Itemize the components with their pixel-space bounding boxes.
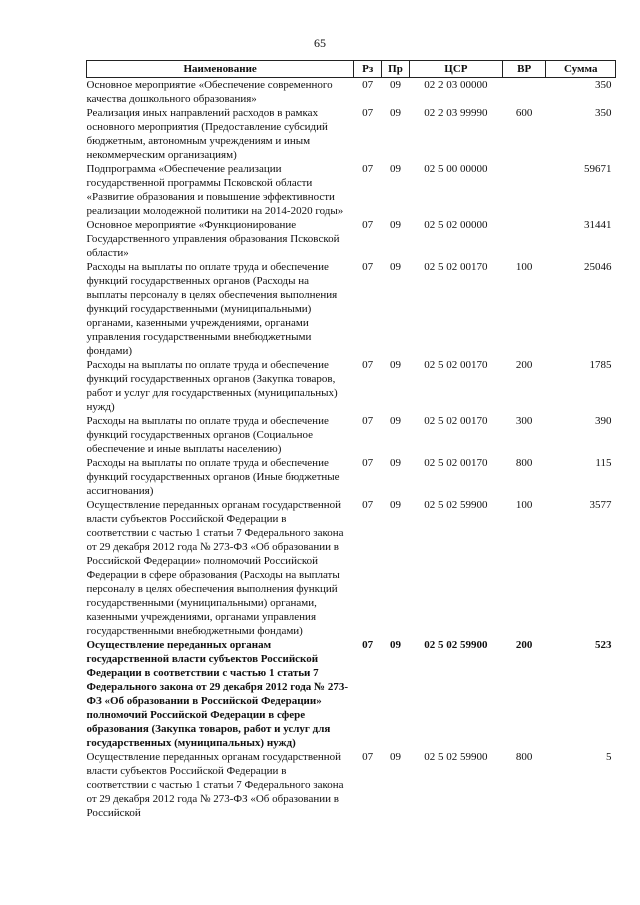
- row-pr: 09: [390, 79, 401, 91]
- row-csr: 02 5 02 00170: [424, 415, 488, 427]
- row-rz: 07: [362, 359, 374, 371]
- row-sum: 25046: [584, 261, 612, 273]
- row-vr: 800: [515, 457, 533, 469]
- row-pr: 09: [390, 751, 401, 763]
- table-row: [87, 106, 616, 162]
- row-rz: 07: [362, 163, 374, 175]
- row-rz: 07: [362, 639, 374, 651]
- row-csr: 02 5 02 00170: [424, 261, 488, 273]
- row-sum: 3577: [589, 499, 612, 511]
- table-row: [87, 260, 616, 358]
- table-row: [87, 78, 616, 107]
- row-rz: 07: [362, 415, 374, 427]
- row-rz: 07: [362, 79, 374, 91]
- table-body: [87, 78, 616, 821]
- row-sum: 1785: [589, 359, 612, 371]
- row-rz: 07: [362, 499, 374, 511]
- row-name: Осуществление переданных органам государственной власти субъектов Российской Федерации в соответствии с частью 1 статьи 7 Федерального закона от 29 декабря 2012 года № 273-ФЗ «Об образовании в Российской: [86, 751, 344, 819]
- row-rz: 07: [362, 457, 374, 469]
- header-vr: ВР: [502, 61, 546, 78]
- row-sum: 350: [595, 107, 612, 119]
- row-pr: 09: [390, 261, 401, 273]
- header-name: Наименование: [87, 61, 354, 78]
- table-row: [87, 218, 616, 260]
- row-name: Реализация иных направлений расходов в рамках основного мероприятия (Предоставление субсидий бюджетным, автономным учреждениям и иным некоммерческим организациям): [86, 107, 328, 161]
- row-csr: 02 2 03 99990: [424, 107, 488, 119]
- row-vr: 300: [515, 415, 533, 427]
- row-name: Расходы на выплаты по оплате труда и обеспечение функций государственных органов (Социальное обеспечение и иные выплаты населению): [86, 415, 329, 455]
- row-name: Расходы на выплаты по оплате труда и обеспечение функций государственных органов (Расходы на выплаты персоналу в целях обеспечения выполнения функций государственными (муниципальными) органами, казенными учреждениями, органами управления государственными внебюджетными фондами): [86, 261, 338, 357]
- row-rz: 07: [362, 219, 374, 231]
- row-name: Осуществление переданных органам государственной власти субъектов Российской Федерации в соответствии с частью 1 статьи 7 Федерального закона от 29 декабря 2012 года № 273-ФЗ «Об образовании в Российской Федерации» полномочий Российской Федерации в сфере образования (Закупка товаров, работ и услуг для государственных (муниципальных) нужд): [86, 639, 348, 749]
- row-name: Основное мероприятие «Обеспечение современного качества дошкольного образования»: [86, 79, 333, 105]
- row-name: Подпрограмма «Обеспечение реализации государственной программы Псковской области «Развитие образования и повышение эффективности реализации молодежной политики на 2014-2020 годы»: [86, 163, 344, 217]
- table-row: [87, 750, 616, 820]
- header-row: [87, 61, 616, 78]
- row-pr: 09: [390, 107, 401, 119]
- header-rz: Рз: [354, 61, 382, 78]
- budget-table: [86, 60, 616, 820]
- row-name: Основное мероприятие «Функционирование Государственного управления образования Псковской области»: [86, 219, 340, 259]
- row-csr: 02 5 02 59900: [424, 499, 488, 511]
- row-csr: 02 5 02 59900: [424, 639, 488, 651]
- row-sum: 350: [595, 79, 612, 91]
- row-rz: 07: [362, 751, 374, 763]
- table-row: [87, 414, 616, 456]
- row-rz: 07: [362, 261, 374, 273]
- table-row: [87, 498, 616, 638]
- row-pr: 09: [390, 163, 401, 175]
- table-row: [87, 162, 616, 218]
- row-sum: 31441: [584, 219, 612, 231]
- row-csr: 02 5 02 00170: [424, 359, 488, 371]
- row-name: Осуществление переданных органам государственной власти субъектов Российской Федерации в соответствии с частью 1 статьи 7 Федерального закона от 29 декабря 2012 года № 273-ФЗ «Об образовании в Российской Федерации» полномочий Российской Федерации в сфере образования (Расходы на выплаты персоналу в целях обеспечения выполнения функций государственными (муниципальными) органами, казенными учреждениями, органами управления государственными внебюджетными фондами): [86, 499, 344, 637]
- row-sum: 390: [595, 415, 612, 427]
- header-pr: Пр: [382, 61, 410, 78]
- row-pr: 09: [390, 457, 401, 469]
- table-row: [87, 638, 616, 750]
- row-sum: 59671: [584, 163, 612, 175]
- row-pr: 09: [390, 499, 401, 511]
- row-vr: 200: [515, 639, 533, 651]
- row-pr: 09: [390, 219, 401, 231]
- page-number: 65: [314, 36, 326, 50]
- row-vr: 100: [515, 499, 533, 511]
- row-sum: 523: [595, 639, 612, 651]
- row-sum: 5: [606, 751, 612, 763]
- table-row: [87, 358, 616, 414]
- row-vr: [502, 78, 546, 107]
- row-csr: 02 5 00 00000: [424, 163, 488, 175]
- row-vr: [502, 218, 546, 260]
- row-vr: 200: [515, 359, 533, 371]
- row-pr: 09: [390, 359, 401, 371]
- row-csr: 02 5 02 59900: [424, 751, 488, 763]
- row-sum: 115: [595, 457, 612, 469]
- row-rz: 07: [362, 107, 374, 119]
- row-name: Расходы на выплаты по оплате труда и обеспечение функций государственных органов (Иные бюджетные ассигнования): [86, 457, 340, 497]
- row-vr: 600: [515, 107, 533, 119]
- row-vr: 100: [515, 261, 533, 273]
- row-pr: 09: [390, 639, 401, 651]
- row-vr: [502, 162, 546, 218]
- row-csr: 02 5 02 00000: [424, 219, 488, 231]
- row-csr: 02 2 03 00000: [424, 79, 488, 91]
- row-csr: 02 5 02 00170: [424, 457, 488, 469]
- header-csr: ЦСР: [409, 61, 502, 78]
- table-header: [87, 61, 616, 78]
- header-sum: Сумма: [546, 61, 616, 78]
- table-row: [87, 456, 616, 498]
- row-pr: 09: [390, 415, 401, 427]
- row-name: Расходы на выплаты по оплате труда и обеспечение функций государственных органов (Закупка товаров, работ и услуг для государственных (муниципальных) нужд): [86, 359, 338, 413]
- row-vr: 800: [515, 751, 533, 763]
